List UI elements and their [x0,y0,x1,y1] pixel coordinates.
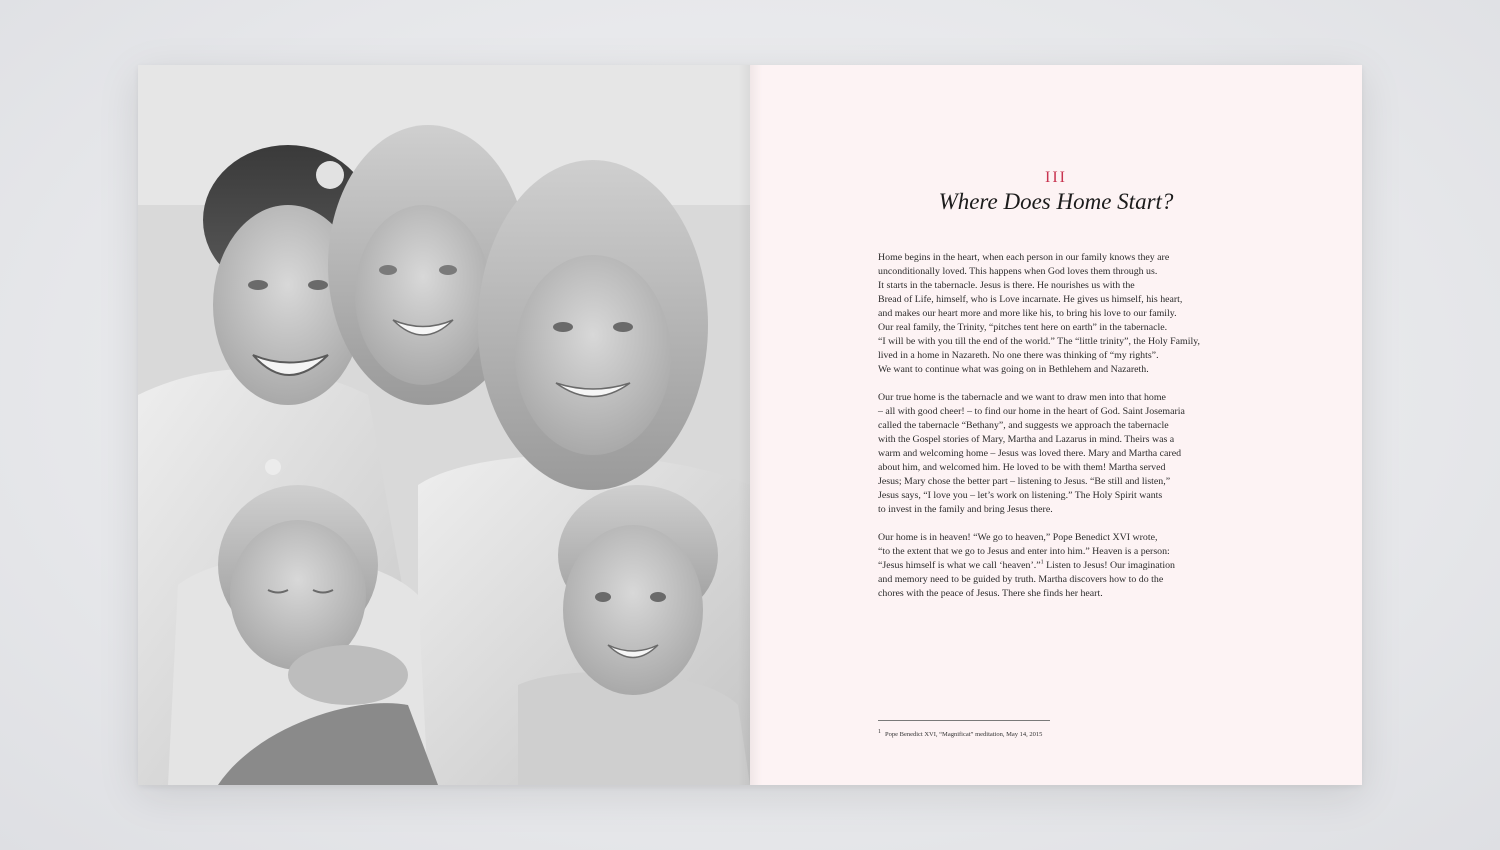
text-line: Home begins in the heart, when each person in our family knows they are [878,252,1170,263]
paragraph-2 [878,391,1238,517]
body-text [878,251,1238,615]
text-line-with-footnote [878,559,1238,573]
footnote [878,729,1042,738]
footnote-mark: 1 [878,729,881,735]
footnote-divider [878,720,1050,721]
text-fragment: “Jesus himself is what we call ‘heaven’.” [878,560,1041,571]
text-line: warm and welcoming home – Jesus was loved there. Mary and Martha cared [878,448,1182,459]
text-line: “I will be with you till the end of the world.” The “little trinity”, the Holy Family, [878,336,1200,347]
text-line: called the tabernacle “Bethany”, and suggests we approach the tabernacle [878,420,1169,431]
paragraph-3 [878,531,1238,601]
text-line: and makes our heart more and more like his, to bring his love to our family. [878,308,1177,319]
text-line: Our home is in heaven! “We go to heaven,” Pope Benedict XVI wrote, [878,532,1158,543]
text-line: It starts in the tabernacle. Jesus is there. He nourishes us with the [878,280,1135,291]
text-line: Bread of Life, himself, who is Love incarnate. He gives us himself, his heart, [878,294,1183,305]
text-fragment: Listen to Jesus! Our imagination [1043,560,1175,571]
text-line: unconditionally loved. This happens when God loves them through us. [878,266,1158,277]
text-line: Jesus; Mary chose the better part – listening to Jesus. “Be still and listen,” [878,476,1171,487]
right-page-text [750,65,1362,785]
left-page-photo [138,65,750,785]
text-line: – all with good cheer! – to find our home in the heart of God. Saint Josemaria [878,406,1185,417]
text-line: and memory need to be guided by truth. Martha discovers how to do the [878,574,1164,585]
text-line: Jesus says, “I love you – let’s work on listening.” The Holy Spirit wants [878,490,1163,501]
text-line: We want to continue what was going on in Bethlehem and Nazareth. [878,364,1149,375]
text-line: Our true home is the tabernacle and we want to draw men into that home [878,392,1166,403]
text-line: “to the extent that we go to Jesus and enter into him.” Heaven is a person: [878,546,1170,557]
text-line: with the Gospel stories of Mary, Martha and Lazarus in mind. Theirs was a [878,434,1175,445]
footnote-text: Pope Benedict XVI, “Magnificat” meditation, May 14, 2015 [885,731,1043,739]
family-photo [138,65,750,785]
text-line: Our real family, the Trinity, “pitches tent here on earth” in the tabernacle. [878,322,1168,333]
footnote-reference[interactable]: 1 [1040,559,1044,566]
book-spread [138,65,1362,785]
paragraph-1 [878,251,1238,377]
text-line: lived in a home in Nazareth. No one there was thinking of “my rights”. [878,350,1159,361]
text-line: about him, and welcomed him. He loved to be with them! Martha served [878,462,1166,473]
text-line: to invest in the family and bring Jesus there. [878,504,1053,515]
chapter-title: Where Does Home Start? [938,189,1174,214]
chapter-number: III [1045,169,1067,186]
text-line: chores with the peace of Jesus. There she finds her heart. [878,588,1103,599]
